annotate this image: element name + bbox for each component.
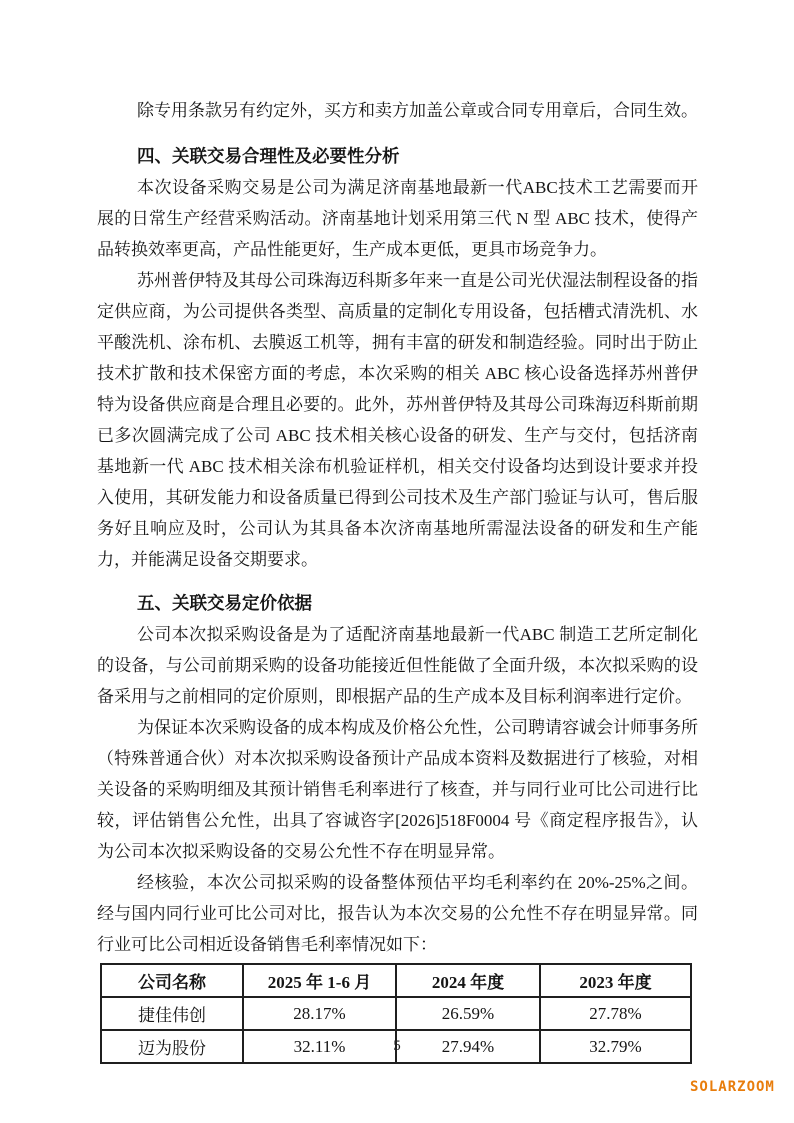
margin-cell: 32.79%	[540, 1030, 691, 1063]
table-header-row	[101, 964, 691, 997]
table-header-company: 公司名称	[101, 964, 243, 997]
section-4-heading: 四、关联交易合理性及必要性分析	[137, 146, 400, 166]
section-5-paragraph-2: 为保证本次采购设备的成本构成及价格公允性，公司聘请容诚会计师事务所（特殊普通合伙）对本次拟采购设备预计产品成本资料及数据进行了核验，对相关设备的采购明细及其预计销售毛利率进行了核查，并与同行业可比公司进行比较，评估销售公允性，出具了容诚咨字[2026]518F0004 号《商定程序报告》，认为公司本次拟采购设备的交易公允性不存在明显异常。	[97, 718, 698, 861]
table-header-2023: 2023 年度	[540, 964, 691, 997]
solarzoom-watermark: SOLARZOOM	[690, 1079, 775, 1095]
section-5-paragraph-3: 经核验，本次公司拟采购的设备整体预估平均毛利率约在 20%-25%之间。经与国内同行业可比公司对比，报告认为本次交易的公允性不存在明显异常。同行业可比公司相近设备销售毛利率情况如下：	[97, 873, 698, 954]
margin-cell: 28.17%	[243, 997, 396, 1030]
margin-cell: 32.11%	[243, 1030, 396, 1063]
table-row	[101, 997, 691, 1030]
margin-cell: 27.94%	[396, 1030, 540, 1063]
document-content	[97, 95, 698, 1064]
section-4-paragraph-1: 本次设备采购交易是公司为满足济南基地最新一代ABC技术工艺需要而开展的日常生产经营采购活动。济南基地计划采用第三代 N 型 ABC 技术，使得产品转换效率更高，产品性能更好，生产成本更低，更具市场竞争力。	[97, 178, 698, 259]
contract-effective-paragraph: 除专用条款另有约定外，买方和卖方加盖公章或合同专用章后，合同生效。	[137, 101, 698, 120]
margin-cell: 26.59%	[396, 997, 540, 1030]
company-name-cell: 迈为股份	[101, 1030, 243, 1063]
company-name-cell: 捷佳伟创	[101, 997, 243, 1030]
section-5-heading: 五、关联交易定价依据	[137, 593, 312, 613]
margin-cell: 27.78%	[540, 997, 691, 1030]
page-number: 5	[393, 1038, 401, 1054]
table-header-2024: 2024 年度	[396, 964, 540, 997]
table-header-2025h1: 2025 年 1-6 月	[243, 964, 396, 997]
section-5-paragraph-1: 公司本次拟采购设备是为了适配济南基地最新一代ABC 制造工艺所定制化的设备，与公司前期采购的设备功能接近但性能做了全面升级，本次拟采购的设备采用与之前相同的定价原则，即根据产品的生产成本及目标利润率进行定价。	[97, 625, 698, 706]
section-4-paragraph-2: 苏州普伊特及其母公司珠海迈科斯多年来一直是公司光伏湿法制程设备的指定供应商，为公司提供各类型、高质量的定制化专用设备，包括槽式清洗机、水平酸洗机、涂布机、去膜返工机等，拥有丰富的研发和制造经验。同时出于防止技术扩散和技术保密方面的考虑，本次采购的相关 ABC 核心设备选择苏州普伊特为设备供应商是合理且必要的。此外，苏州普伊特及其母公司珠海迈科斯前期已多次圆满完成了公司 ABC 技术相关核心设备的研发、生产与交付，包括济南基地新一代 ABC 技术相关涂布机验证样机，相关交付设备均达到设计要求并投入使用，其研发能力和设备质量已得到公司技术及生产部门验证与认可，售后服务好且响应及时，公司认为其具备本次济南基地所需湿法设备的研发和生产能力，并能满足设备交期要求。	[97, 271, 698, 569]
